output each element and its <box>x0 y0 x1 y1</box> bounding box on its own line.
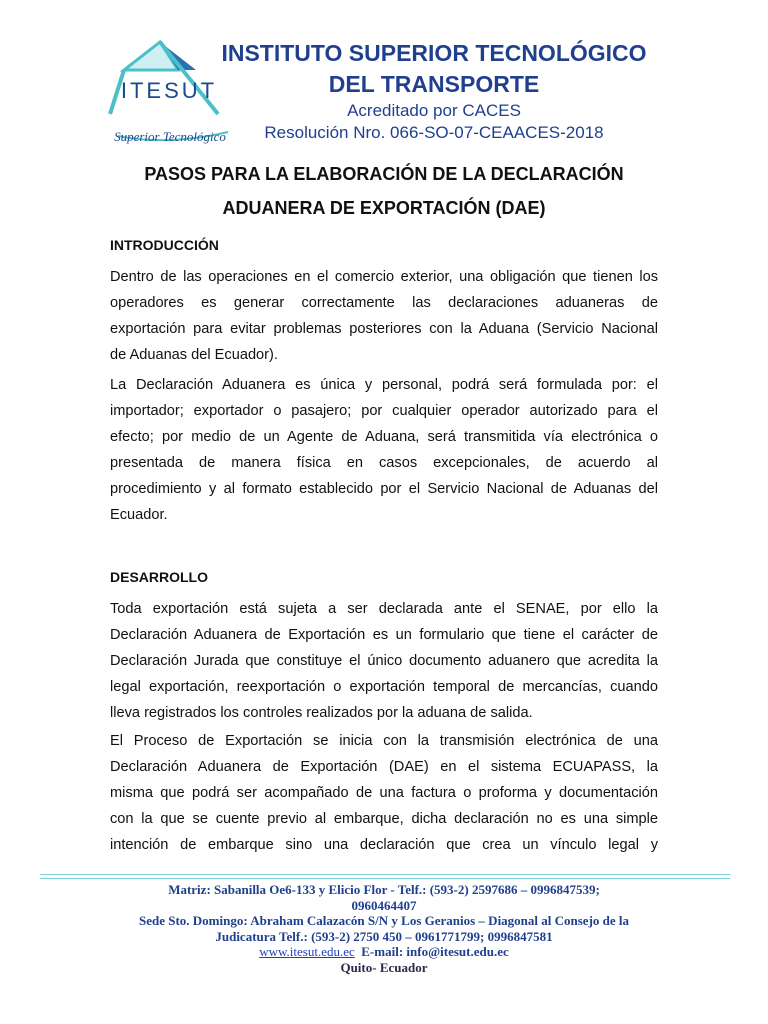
development-paragraph-1 <box>110 596 658 726</box>
paragraph-line: Declaración Aduanera de Exportación es un formulario que tiene el carácter de <box>110 627 658 643</box>
paragraph-line: Dentro de las operaciones en el comercio exterior, una obligación que tienen los <box>110 269 658 285</box>
resolution-number: Resolución Nro. 066-SO-07-CEAACES-2018 <box>264 123 604 142</box>
paragraph-line: de Aduanas del Ecuador). <box>110 347 278 363</box>
footer <box>108 882 660 975</box>
intro-paragraph-1 <box>110 264 658 368</box>
paragraph-line: operadores es generar correctamente las declaraciones aduaneras de <box>110 295 658 311</box>
paragraph-line: Declaración Aduanera de Exportación (DAE) en el sistema ECUAPASS, la <box>110 759 658 775</box>
footer-address-branch: Sede Sto. Domingo: Abraham Calazacón S/N y Los Geranios – Diagonal al Consejo de la <box>138 913 630 928</box>
intro-paragraph-2 <box>110 372 658 528</box>
footer-divider <box>40 878 730 879</box>
paragraph-line: Toda exportación está sujeta a ser declarada ante el SENAE, por ello la <box>110 601 658 617</box>
paragraph-line: procedimiento y al formato establecido por el Servicio Nacional de Aduanas del <box>110 481 658 497</box>
paragraph-line: intención de embarque sino una declaración que crea un vínculo legal y <box>110 837 658 853</box>
development-heading: DESARROLLO <box>110 569 208 585</box>
paragraph-line: importador; exportador o pasajero; por cualquier operador autorizado para el <box>110 403 658 419</box>
footer-phone-extra: 0960464407 <box>351 897 417 913</box>
accreditation: Acreditado por CACES <box>347 101 521 120</box>
paragraph-line: efecto; por medio de un Agente de Aduana, será transmitida vía electrónica o <box>110 429 658 445</box>
paragraph-line: Ecuador. <box>110 507 168 523</box>
paragraph-line: exportación para evitar problemas posteriores con la Aduana (Servicio Nacional <box>110 321 658 337</box>
document-title-line2: ADUANERA DE EXPORTACIÓN (DAE) <box>222 198 546 218</box>
institute-name-line1: INSTITUTO SUPERIOR TECNOLÓGICO <box>221 40 647 66</box>
paragraph-line: con la que se cuente previo al embarque, dicha declaración no es una simple <box>110 811 658 827</box>
paragraph-line: El Proceso de Exportación se inicia con la transmisión electrónica de una <box>110 733 658 749</box>
paragraph-line: presentada de manera física en casos excepcionales, de acuerdo al <box>110 455 658 471</box>
development-paragraph-2 <box>110 728 658 858</box>
paragraph-line: lleva registrados los controles realizados por la aduana de salida. <box>110 705 533 721</box>
paragraph-line: Declaración Jurada que constituye el único documento aduanero que acredita la <box>110 653 658 669</box>
footer-address-main: Matriz: Sabanilla Oe6-133 y Elicio Flor - Telf.: (593-2) 2597686 – 0996847539; <box>168 882 600 897</box>
paragraph-line: misma que podrá ser acompañado de una factura o proforma y documentación <box>110 785 658 801</box>
footer-phone-branch: Judicatura Telf.: (593-2) 2750 450 – 0961771799; 0996847581 <box>215 928 553 944</box>
logo-text: ITESUT <box>120 78 218 103</box>
institute-name-line2: DEL TRANSPORTE <box>328 71 540 97</box>
website-link[interactable]: www.itesut.edu.ec <box>259 944 355 959</box>
document-title-line1: PASOS PARA LA ELABORACIÓN DE LA DECLARACIÓN <box>144 164 624 184</box>
intro-heading: INTRODUCCIÓN <box>110 237 219 253</box>
footer-divider <box>40 874 730 875</box>
logo-tagline: Superior Tecnológico <box>114 129 226 144</box>
paragraph-line: La Declaración Aduanera es única y personal, podrá será formulada por: el <box>110 377 658 393</box>
footer-city: Quito- Ecuador <box>340 959 428 975</box>
footer-email: E-mail: info@itesut.edu.ec <box>361 944 509 959</box>
paragraph-line: legal exportación, reexportación o exportación temporal de mercancías, cuando <box>110 679 658 695</box>
